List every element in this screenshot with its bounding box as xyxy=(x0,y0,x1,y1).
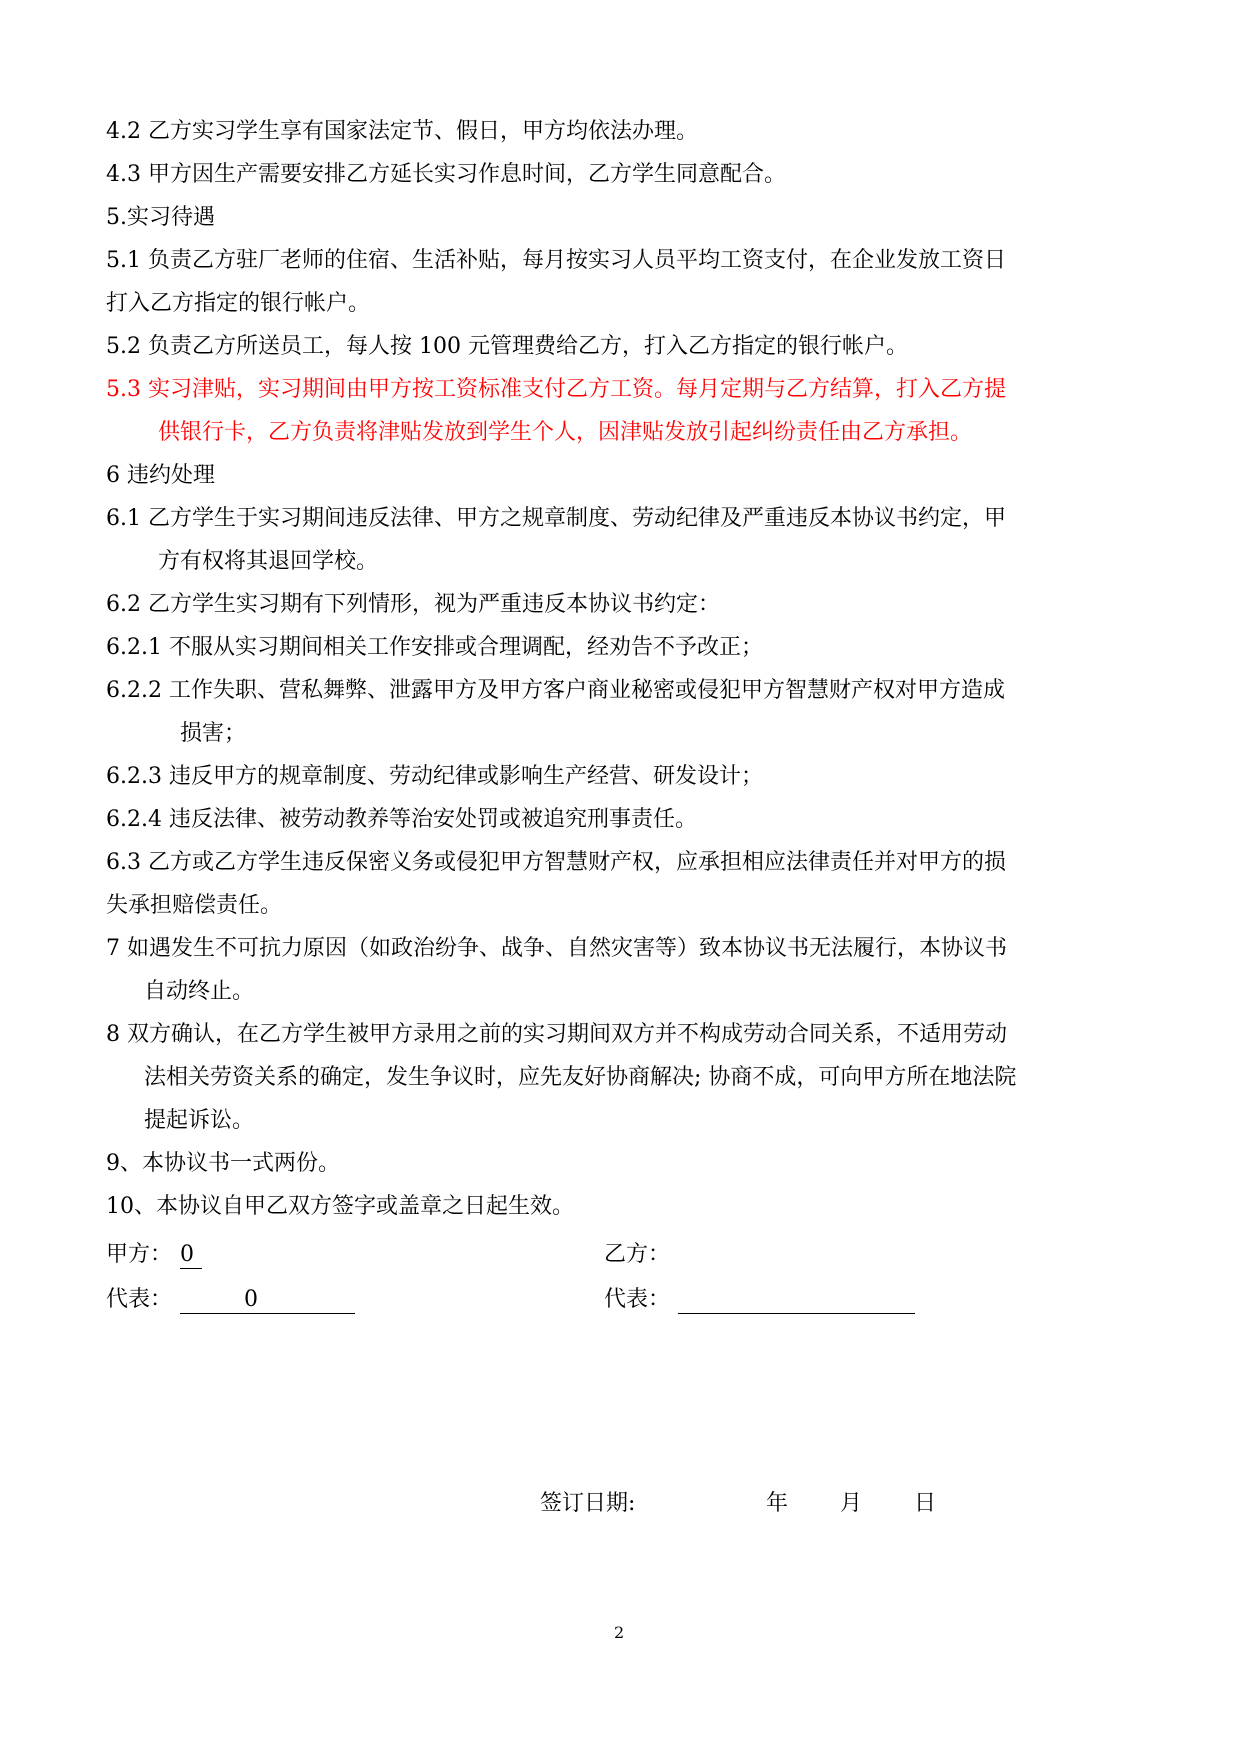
clause-7-line-2: 自动终止。 xyxy=(144,979,255,1004)
rep-a-signature-line[interactable] xyxy=(180,1313,355,1314)
party-a-underline xyxy=(180,1268,202,1269)
party-b-label: 乙方： xyxy=(604,1242,671,1267)
section-5-heading: 5.实习待遇 xyxy=(106,205,215,230)
signing-date-year: 年 xyxy=(766,1491,789,1516)
clause-6-3-line-2: 失承担赔偿责任。 xyxy=(106,893,283,918)
clause-5-1-line-2: 打入乙方指定的银行帐户。 xyxy=(106,291,371,316)
clause-10: 10、本协议自甲乙双方签字或盖章之日起生效。 xyxy=(106,1194,574,1219)
clause-5-3-line-1: 5.3 实习津贴，实习期间由甲方按工资标准支付乙方工资。每月定期与乙方结算，打入乙方提 xyxy=(106,377,1006,402)
clause-6-2-4: 6.2.4 违反法律、被劳动教养等治安处罚或被追究刑事责任。 xyxy=(106,807,697,832)
clause-5-1-line-1: 5.1 负责乙方驻厂老师的住宿、生活补贴，每月按实习人员平均工资支付，在企业发放工资日 xyxy=(106,248,1006,273)
rep-a-value: 0 xyxy=(244,1287,258,1312)
rep-a-label: 代表： xyxy=(106,1287,173,1312)
rep-b-label: 代表： xyxy=(604,1287,671,1312)
rep-b-signature-line[interactable] xyxy=(678,1313,915,1314)
clause-5-3-line-2: 供银行卡，乙方负责将津贴发放到学生个人，因津贴发放引起纠纷责任由乙方承担。 xyxy=(158,420,973,445)
clause-6-3-line-1: 6.3 乙方或乙方学生违反保密义务或侵犯甲方智慧财产权，应承担相应法律责任并对甲方的损 xyxy=(106,850,1006,875)
clause-8-line-3: 提起诉讼。 xyxy=(144,1108,255,1133)
clause-6-2: 6.2 乙方学生实习期有下列情形，视为严重违反本协议书约定： xyxy=(106,592,720,617)
clause-4-2: 4.2 乙方实习学生享有国家法定节、假日，甲方均依法办理。 xyxy=(106,119,698,144)
clause-8-line-1: 8 双方确认，在乙方学生被甲方录用之前的实习期间双方并不构成劳动合同关系，不适用劳动 xyxy=(106,1022,1007,1047)
clause-6-2-3: 6.2.3 违反甲方的规章制度、劳动纪律或影响生产经营、研发设计； xyxy=(106,764,763,789)
section-6-heading: 6 违约处理 xyxy=(106,463,215,488)
party-a-value: 0 xyxy=(180,1242,194,1267)
clause-9: 9、本协议书一式两份。 xyxy=(106,1151,340,1176)
signing-date-label: 签订日期: xyxy=(540,1491,636,1516)
clause-6-2-1: 6.2.1 不服从实习期间相关工作安排或合理调配，经劝告不予改正； xyxy=(106,635,763,660)
clause-8-line-2: 法相关劳资关系的确定，发生争议时，应先友好协商解决; 协商不成，可向甲方所在地法院 xyxy=(144,1065,1017,1090)
clause-6-1-line-1: 6.1 乙方学生于实习期间违反法律、甲方之规章制度、劳动纪律及严重违反本协议书约定，甲 xyxy=(106,506,1006,531)
signing-date-month: 月 xyxy=(840,1491,863,1516)
clause-6-2-2-line-1: 6.2.2 工作失职、营私舞弊、泄露甲方及甲方客户商业秘密或侵犯甲方智慧财产权对甲方造成 xyxy=(106,678,1005,703)
clause-6-1-line-2: 方有权将其退回学校。 xyxy=(158,549,379,574)
clause-5-2: 5.2 负责乙方所送员工，每人按 100 元管理费给乙方，打入乙方指定的银行帐户。 xyxy=(106,334,908,359)
clause-4-3: 4.3 甲方因生产需要安排乙方延长实习作息时间，乙方学生同意配合。 xyxy=(106,162,786,187)
signing-date-day: 日 xyxy=(914,1491,937,1516)
party-a-label: 甲方： xyxy=(106,1242,173,1267)
page-number: 2 xyxy=(614,1623,625,1642)
clause-6-2-2-line-2: 损害； xyxy=(180,721,247,746)
clause-7-line-1: 7 如遇发生不可抗力原因（如政治纷争、战争、自然灾害等）致本协议书无法履行，本协议书 xyxy=(106,936,1007,961)
